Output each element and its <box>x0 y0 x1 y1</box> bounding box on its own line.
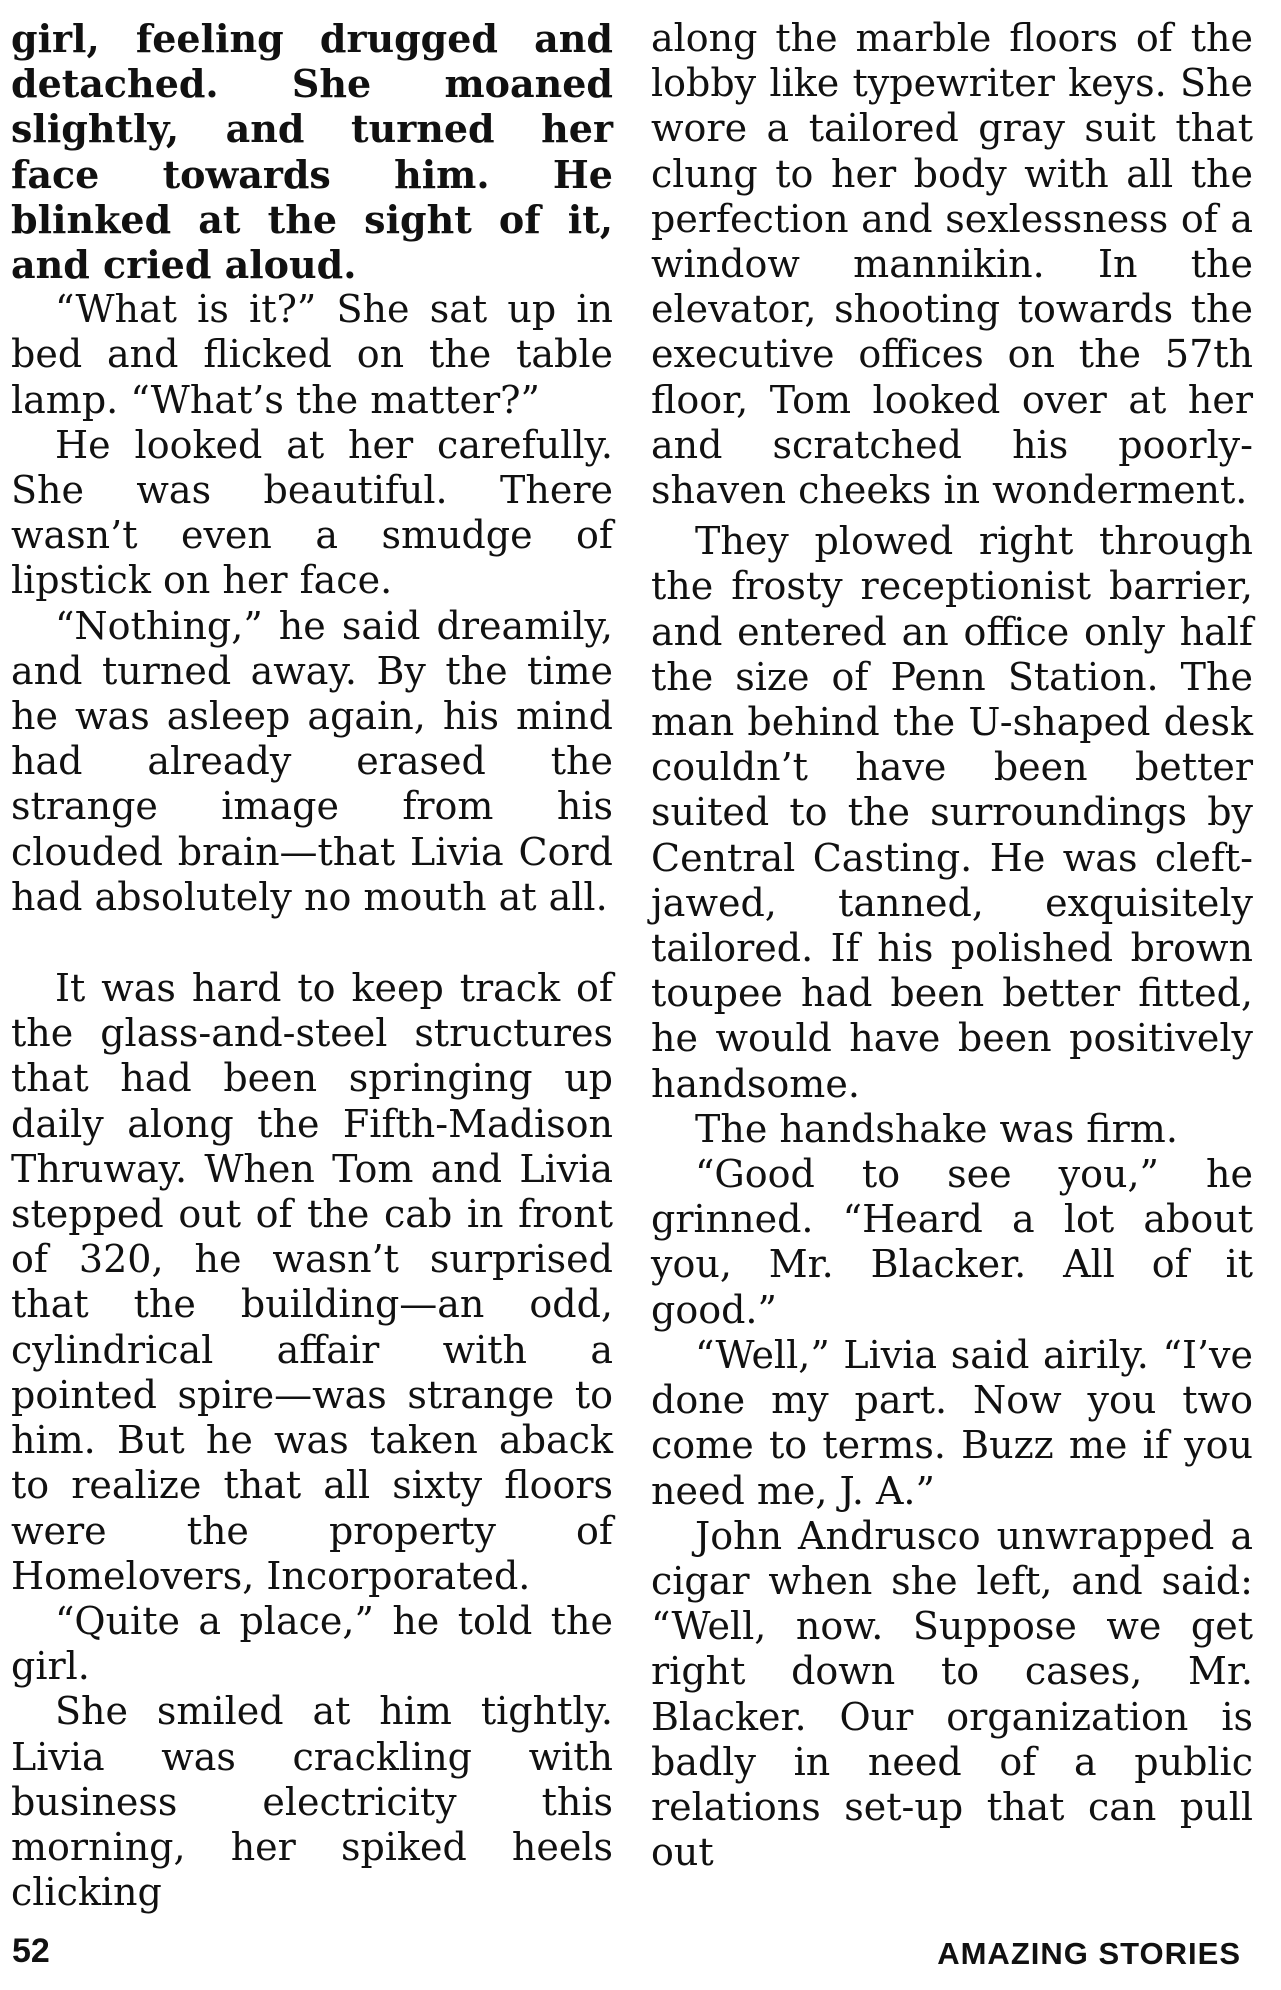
left-column <box>11 16 613 1915</box>
paragraph: “What is it?” She sat up in bed and flicked on the table lamp. “What’s the matter?” <box>11 287 613 422</box>
paragraph: The handshake was firm. <box>695 1106 1178 1151</box>
paragraph: She smiled at him tightly. Livia was crackling with business electricity this morning, her spiked heels clicking <box>11 1689 613 1915</box>
paragraph: girl, feeling drugged and detached. She moaned slightly, and turned her face towards him. He blinked at the sight of it, and cried aloud. <box>11 16 613 288</box>
right-column <box>651 16 1253 1875</box>
magazine-title: AMAZING STORIES <box>937 1936 1241 1971</box>
paragraph: “Good to see you,” he grinned. “Heard a lot about you, Mr. Blacker. All of it good.” <box>651 1152 1253 1332</box>
paragraph: “Quite a place,” he told the girl. <box>11 1598 613 1689</box>
paragraph: “Well,” Livia said airily. “I’ve done my part. Now you two come to terms. Buzz me if you need me, J. A.” <box>651 1332 1253 1513</box>
paragraph: along the marble floors of the lobby like typewriter keys. She wore a tailored gray suit that clung to her body with all the perfection and sexlessness of a window mannikin. In the elevator, shooting towards the executive offices on the 57th floor, Tom looked over at her and scratched his poorly-shaven cheeks in wonderment. <box>651 16 1253 513</box>
page-number: 52 <box>12 1932 50 1970</box>
section-break <box>11 920 613 966</box>
paragraph: He looked at her carefully. She was beautiful. There wasn’t even a smudge of lipstick on her face. <box>11 422 613 603</box>
paragraph: They plowed right through the frosty receptionist barrier, and entered an office only half the size of Penn Station. The man behind the U-shaped desk couldn’t have been better suited to the surroundings by Central Casting. He was cleft-jawed, tanned, exquisitely tailored. If his polished brown toupee had been better fitted, he would have been positively handsome. <box>651 519 1253 1106</box>
paragraph: It was hard to keep track of the glass-and-steel structures that had been springing up daily along the Fifth-Madison Thruway. When Tom and Livia stepped out of the cab in front of 320, he wasn’t surprised that the building—an odd, cylindrical affair with a pointed spire—was strange to him. But he was taken aback to realize that all sixty floors were the property of Homelovers, Incorporated. <box>11 966 613 1598</box>
paragraph: “Nothing,” he said dreamily, and turned away. By the time he was asleep again, his mind had already erased the strange image from his clouded brain—that Livia Cord had absolutely no mouth at all. <box>11 603 613 919</box>
paragraph: John Andrusco unwrapped a cigar when she left, and said: “Well, now. Suppose we get right down to cases, Mr. Blacker. Our organization is badly in need of a public relations set-up that can pull out <box>651 1513 1253 1875</box>
